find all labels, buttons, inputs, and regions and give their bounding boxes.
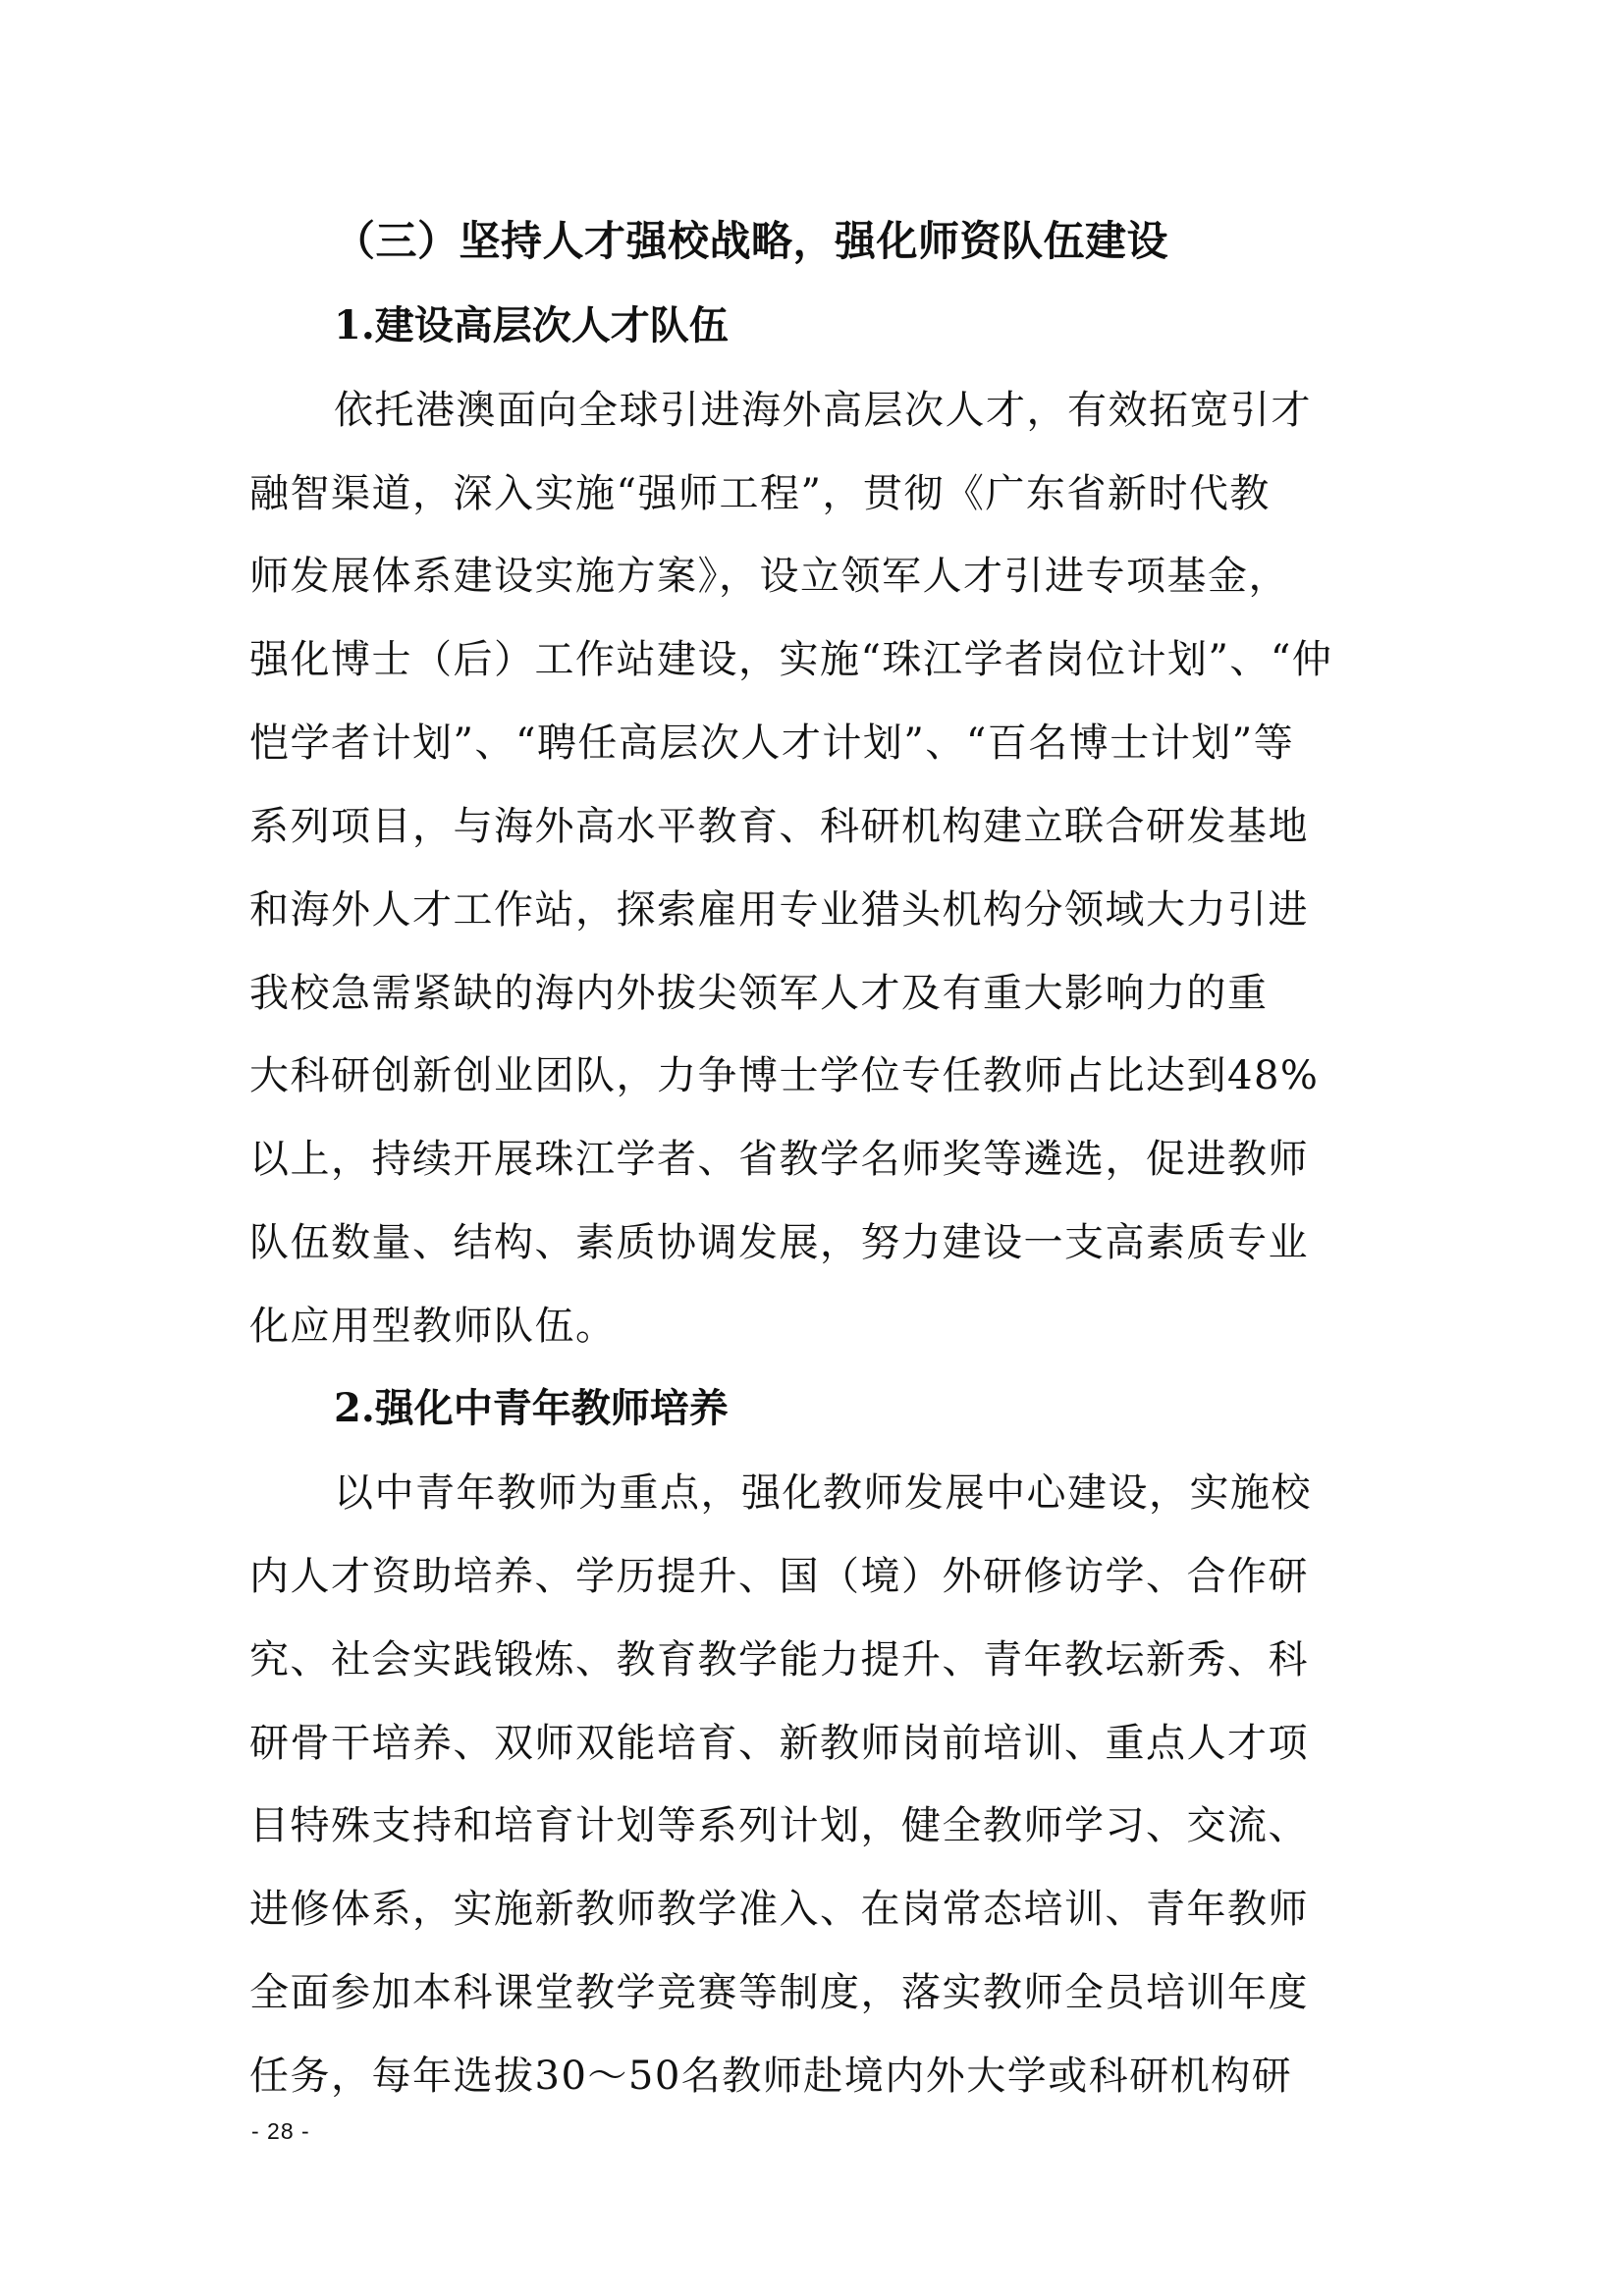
- paragraph-line: 师发展体系建设实施方案》，设立领军人才引进专项基金，: [249, 554, 1289, 599]
- paragraph-line: 依托港澳面向全球引进海外高层次人才，有效拓宽引才: [334, 388, 1312, 433]
- paragraph-line: 大科研创新创业团队，力争博士学位专任教师占比达到48%: [249, 1053, 1320, 1098]
- paragraph-line: 以上，持续开展珠江学者、省教学名师奖等遴选，促进教师: [249, 1137, 1309, 1182]
- subsection-heading-1: 1.建设高层次人才队伍: [334, 302, 729, 348]
- paragraph-line: 研骨干培养、双师双能培育、新教师岗前培训、重点人才项: [249, 1721, 1309, 1766]
- paragraph-line: 强化博士（后）工作站建设，实施“珠江学者岗位计划”、“仲: [249, 637, 1333, 682]
- paragraph-line: 恺学者计划”、“聘任高层次人才计划”、“百名博士计划”等: [249, 721, 1295, 766]
- paragraph-line: 系列项目，与海外高水平教育、科研机构建立联合研发基地: [249, 804, 1309, 849]
- paragraph-line: 融智渠道，深入实施“强师工程”，贯彻《广东省新时代教: [249, 471, 1271, 516]
- paragraph-line: 进修体系，实施新教师教学准入、在岗常态培训、青年教师: [249, 1887, 1309, 1932]
- paragraph-line: 队伍数量、结构、素质协调发展，努力建设一支高素质专业: [249, 1220, 1309, 1265]
- subsection-heading-2: 2.强化中青年教师培养: [334, 1385, 729, 1431]
- page-number: - 28 -: [251, 2118, 310, 2144]
- paragraph-line: 全面参加本科课堂教学竞赛等制度，落实教师全员培训年度: [249, 1970, 1309, 2015]
- paragraph-line: 以中青年教师为重点，强化教师发展中心建设，实施校: [334, 1470, 1312, 1516]
- paragraph-line: 任务，每年选拔30～50名教师赴境内外大学或科研机构研: [249, 2054, 1293, 2099]
- section-heading: （三）坚持人才强校战略，强化师资队伍建设: [334, 217, 1169, 265]
- paragraph-line: 化应用型教师队伍。: [249, 1304, 617, 1349]
- paragraph-line: 目特殊支持和培育计划等系列计划，健全教师学习、交流、: [249, 1803, 1309, 1848]
- paragraph-line: 内人才资助培养、学历提升、国（境）外研修访学、合作研: [249, 1554, 1309, 1599]
- paragraph-line: 究、社会实践锻炼、教育教学能力提升、青年教坛新秀、科: [249, 1637, 1309, 1682]
- paragraph-line: 我校急需紧缺的海内外拔尖领军人才及有重大影响力的重: [249, 971, 1269, 1016]
- paragraph-line: 和海外人才工作站，探索雇用专业猎头机构分领域大力引进: [249, 887, 1309, 933]
